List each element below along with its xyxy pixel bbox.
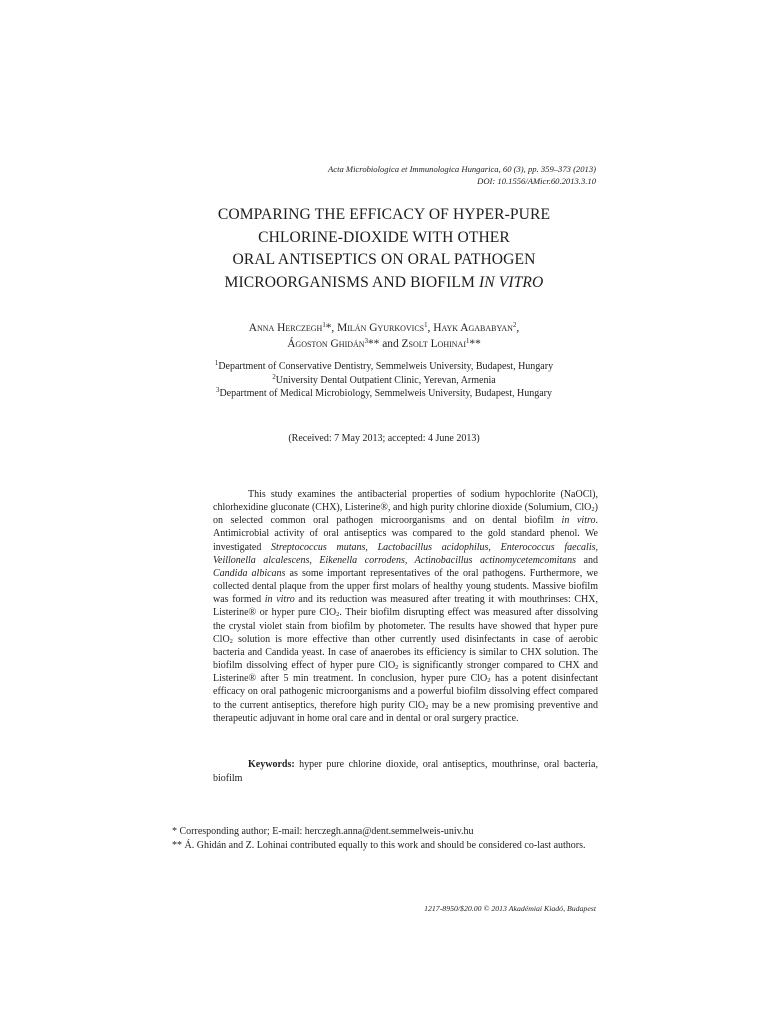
- subscript: 2: [591, 506, 595, 514]
- abstract-italic: Candida albicans: [213, 567, 286, 579]
- author-mark: **: [469, 338, 481, 350]
- affiliation: [0, 374, 768, 388]
- abstract-text: has a potent disinfectant efficacy on oral pathogenic microorganisms and a powerful biofilm dissolving effect compared to the current antiseptics, therefore high purity ClO: [213, 673, 598, 711]
- affil-sup: 1: [322, 322, 326, 329]
- author-list: [0, 320, 768, 352]
- abstract: [213, 488, 598, 725]
- author-line: [0, 336, 768, 352]
- abstract-text: ) on selected common oral pathogen microorganisms and on dental biofilm: [213, 502, 598, 527]
- title-line: CHLORINE-DIOXIDE WITH OTHER: [258, 228, 510, 246]
- affiliation: [0, 387, 768, 401]
- title-line: COMPARING THE EFFICACY OF HYPER-PURE: [217, 206, 551, 223]
- doi: DOI: 10.1556/AMicr.60.2013.3.10: [477, 175, 596, 186]
- affil-text: Department of Conservative Dentistry, Semmelweis University, Budapest, Hungary: [218, 361, 554, 372]
- affil-sup: 1: [424, 322, 428, 329]
- author-name: Ágoston Ghidán: [287, 338, 365, 350]
- author-name: Zsolt Lohinai: [401, 338, 466, 350]
- abstract-text: This study examines the antibacterial properties of sodium hypochlorite (NaOCl), chlorhexidine gluconate (CHX), Listerine®, and high purity chlorine dioxide (Solumium, ClO: [213, 489, 598, 514]
- abstract-italic: Streptococcus mutans, Lactobacillus acidophilus, Enterococcus faecalis, Veillonella alcalescens, Eikenella corrodens, Actinobacillus actinomycetemcomitans: [213, 541, 598, 566]
- author-name: Hayk Agababyan: [433, 322, 513, 334]
- abstract-text: as some important representatives of the oral pathogens. Furthermore, we collected dental plaque from the upper first molars of healthy young students. Massive biofilm was formed: [213, 567, 598, 606]
- abstract-text: and: [576, 554, 598, 566]
- title-line: ORAL ANTISEPTICS ON ORAL PATHOGEN: [232, 251, 536, 269]
- keywords-label: Keywords:: [248, 759, 295, 770]
- abstract-text: is significantly stronger compared to CHX and Listerine® after 5 min treatment. In conclusion, hyper pure ClO: [213, 660, 599, 685]
- abstract-italic: in vitro: [561, 515, 596, 527]
- affil-sup: 2: [512, 322, 517, 329]
- abstract-text: . Antimicrobial activity of oral antiseptics was compared to the gold standard phenol. We investigated: [213, 515, 598, 553]
- keywords: [213, 758, 598, 785]
- affil-sup: 3: [364, 338, 368, 345]
- title-line: [0, 272, 768, 295]
- paper-title: [0, 204, 768, 294]
- subscript: 2: [487, 677, 491, 685]
- title-italic: IN VITRO: [478, 273, 544, 291]
- abstract-text: and its reduction was measured after treating it with mouthrinses: CHX, Listerine® or hyper pure ClO: [213, 594, 599, 619]
- subscript: 2: [395, 664, 399, 672]
- journal-header: [328, 164, 596, 187]
- author-name: Anna Herczegh: [248, 322, 323, 334]
- affil-text: University Dental Outpatient Clinic, Yerevan, Armenia: [275, 374, 496, 386]
- subscript: 2: [336, 611, 340, 619]
- affil-num: 1: [214, 360, 219, 367]
- author-name: Milán Gyurkovics: [337, 322, 425, 334]
- abstract-text: . Their biofilm disrupting effect was measured after dissolving the crystal violet stain from biofilm by photometer. The results have showed that hyper pure ClO: [213, 607, 598, 645]
- abstract-text: solution is more effective than other currently used disinfectants in case of aerobic bacteria and Candida yeast. In case of anaerobes its efficiency is similar to CHX solution. The biofilm dissolving effect of hyper pure ClO: [213, 633, 598, 672]
- received-dates: (Received: 7 May 2013; accepted: 4 June 2013): [288, 433, 480, 444]
- author-and: and: [382, 338, 399, 350]
- subscript: 2: [425, 703, 429, 711]
- affil-sup: 1: [466, 338, 470, 345]
- abstract-text: may be a new promising preventive and therapeutic adjuvant in home oral care and in dental or oral surgery practice.: [213, 699, 598, 724]
- author-mark: *: [325, 322, 332, 334]
- title-text: MICROORGANISMS AND BIOFILM: [224, 273, 479, 291]
- footnotes: [172, 825, 600, 852]
- affiliation: [0, 360, 768, 374]
- footnote: ** Á. Ghidán and Z. Lohinai contributed equally to this work and should be considered co-last authors.: [172, 839, 586, 851]
- copyright-line: 1217-8950/$20.00 © 2013 Akadémiai Kiadó, Budapest: [424, 904, 596, 913]
- footnote: * Corresponding author; E-mail: herczegh.anna@dent.semmelweis-univ.hu: [172, 826, 474, 837]
- affil-text: Department of Medical Microbiology, Semmelweis University, Budapest, Hungary: [219, 388, 552, 400]
- keywords-text: hyper pure chlorine dioxide, oral antiseptics, mouthrinse, oral bacteria, biofilm: [213, 759, 598, 784]
- affiliations: [0, 360, 768, 401]
- abstract-italic: in vitro: [264, 594, 295, 606]
- author-line: Anna Herczegh$^1$*, Milán Gyurkovics$^1$, Hayk Agababyan$^2$,: [248, 322, 520, 334]
- subscript: 2: [229, 637, 233, 645]
- affil-num: 2: [272, 373, 276, 381]
- affil-num: 3: [216, 387, 220, 395]
- author-mark: **: [367, 338, 380, 350]
- journal-citation: Acta Microbiologica et Immunologica Hungarica, 60 (3), pp. 359–373 (2013): [328, 164, 596, 174]
